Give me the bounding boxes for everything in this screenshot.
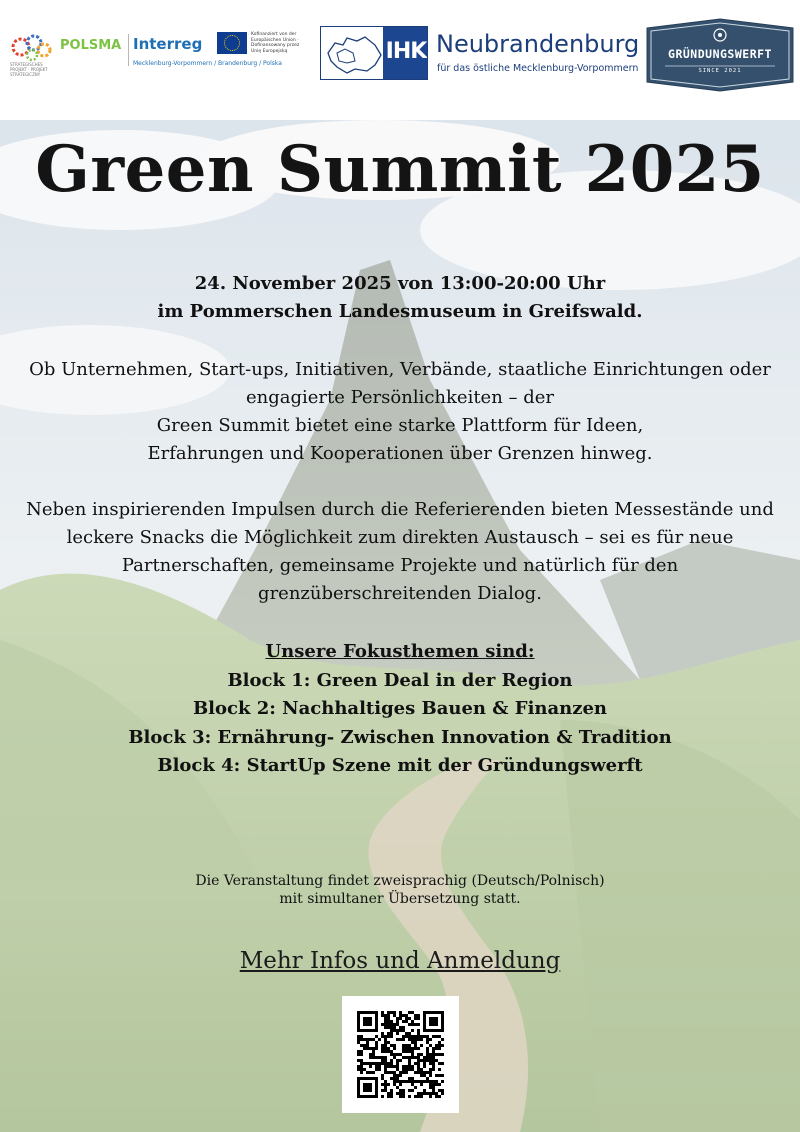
program-paragraph bbox=[0, 496, 800, 608]
focus-block-4: Block 4: StartUp Szene mit der Gründungswerft bbox=[157, 755, 643, 776]
eu-cofunding-text: Kofinanziert von der Europäischen Union · Dofinansowany przez Unię Europejską bbox=[251, 32, 300, 54]
program-line: grenzüberschreitenden Dialog. bbox=[258, 583, 542, 604]
logo-divider bbox=[128, 34, 129, 66]
intro-line: Ob Unternehmen, Start-ups, Initiativen, Verbände, staatliche Einrichtungen oder bbox=[29, 359, 771, 380]
ihk-label: IHK bbox=[385, 39, 427, 64]
program-line: Neben inspirierenden Impulsen durch die Referierenden bieten Messestände und bbox=[26, 499, 774, 520]
language-note bbox=[0, 872, 800, 908]
gruendungswerft-since: SINCE 2021 bbox=[698, 68, 742, 74]
ihk-city: Neubrandenburg bbox=[436, 30, 640, 58]
ihk-subtitle: für das östliche Mecklenburg-Vorpommern bbox=[437, 63, 639, 74]
gruendungswerft-logo[interactable] bbox=[645, 18, 795, 92]
polsma-name: POLSMA bbox=[60, 38, 122, 53]
gears-icon bbox=[10, 32, 54, 62]
intro-line: engagierte Persönlichkeiten – der bbox=[245, 387, 555, 408]
eu-flag-icon bbox=[217, 32, 247, 54]
interreg-name: Interreg bbox=[133, 35, 203, 53]
intro-line: Erfahrungen und Kooperationen über Grenzen hinweg. bbox=[147, 443, 653, 464]
focus-block-3: Block 3: Ernährung- Zwischen Innovation & Tradition bbox=[128, 726, 672, 748]
ihk-emblem bbox=[320, 26, 428, 80]
polsma-logo[interactable] bbox=[10, 30, 125, 77]
qr-code[interactable] bbox=[342, 996, 459, 1113]
intro-paragraph bbox=[0, 356, 800, 468]
focus-block-1: Block 1: Green Deal in der Region bbox=[227, 669, 573, 691]
interreg-logo[interactable] bbox=[133, 30, 303, 74]
gruendungswerft-name: GRÜNDUNGSWERFT bbox=[668, 47, 772, 61]
event-title: Green Summit 2025 bbox=[35, 132, 765, 207]
interreg-region: Mecklenburg-Vorpommern / Brandenburg / Polska bbox=[133, 60, 282, 67]
focus-heading: Unsere Fokusthemen sind: bbox=[265, 641, 535, 662]
logo-header bbox=[0, 0, 800, 120]
program-line: leckere Snacks die Möglichkeit zum direkten Austausch – sei es für neue bbox=[66, 527, 734, 548]
language-note-line: Die Veranstaltung findet zweisprachig (Deutsch/Polnisch) bbox=[195, 873, 605, 889]
event-date: 24. November 2025 von 13:00-20:00 Uhr bbox=[194, 273, 606, 294]
intro-line: Green Summit bietet eine starke Plattform für Ideen, bbox=[156, 415, 644, 436]
event-date-venue bbox=[0, 270, 800, 326]
focus-block-2: Block 2: Nachhaltiges Bauen & Finanzen bbox=[192, 698, 608, 719]
ihk-logo[interactable] bbox=[320, 26, 640, 82]
language-note-line: mit simultaner Übersetzung statt. bbox=[279, 891, 521, 907]
qr-code-icon bbox=[357, 1011, 444, 1098]
more-info-link[interactable]: Mehr Infos und Anmeldung bbox=[239, 948, 561, 974]
polsma-subtitle: STRATEGISCHES PROJEKT · PROJEKT STRATEGICZNY bbox=[10, 62, 48, 77]
event-venue: im Pommerschen Landesmuseum in Greifswald. bbox=[157, 301, 643, 322]
program-line: Partnerschaften, gemeinsame Projekte und natürlich für den bbox=[121, 555, 679, 576]
focus-topics bbox=[0, 638, 800, 781]
region-map-icon bbox=[325, 33, 383, 75]
